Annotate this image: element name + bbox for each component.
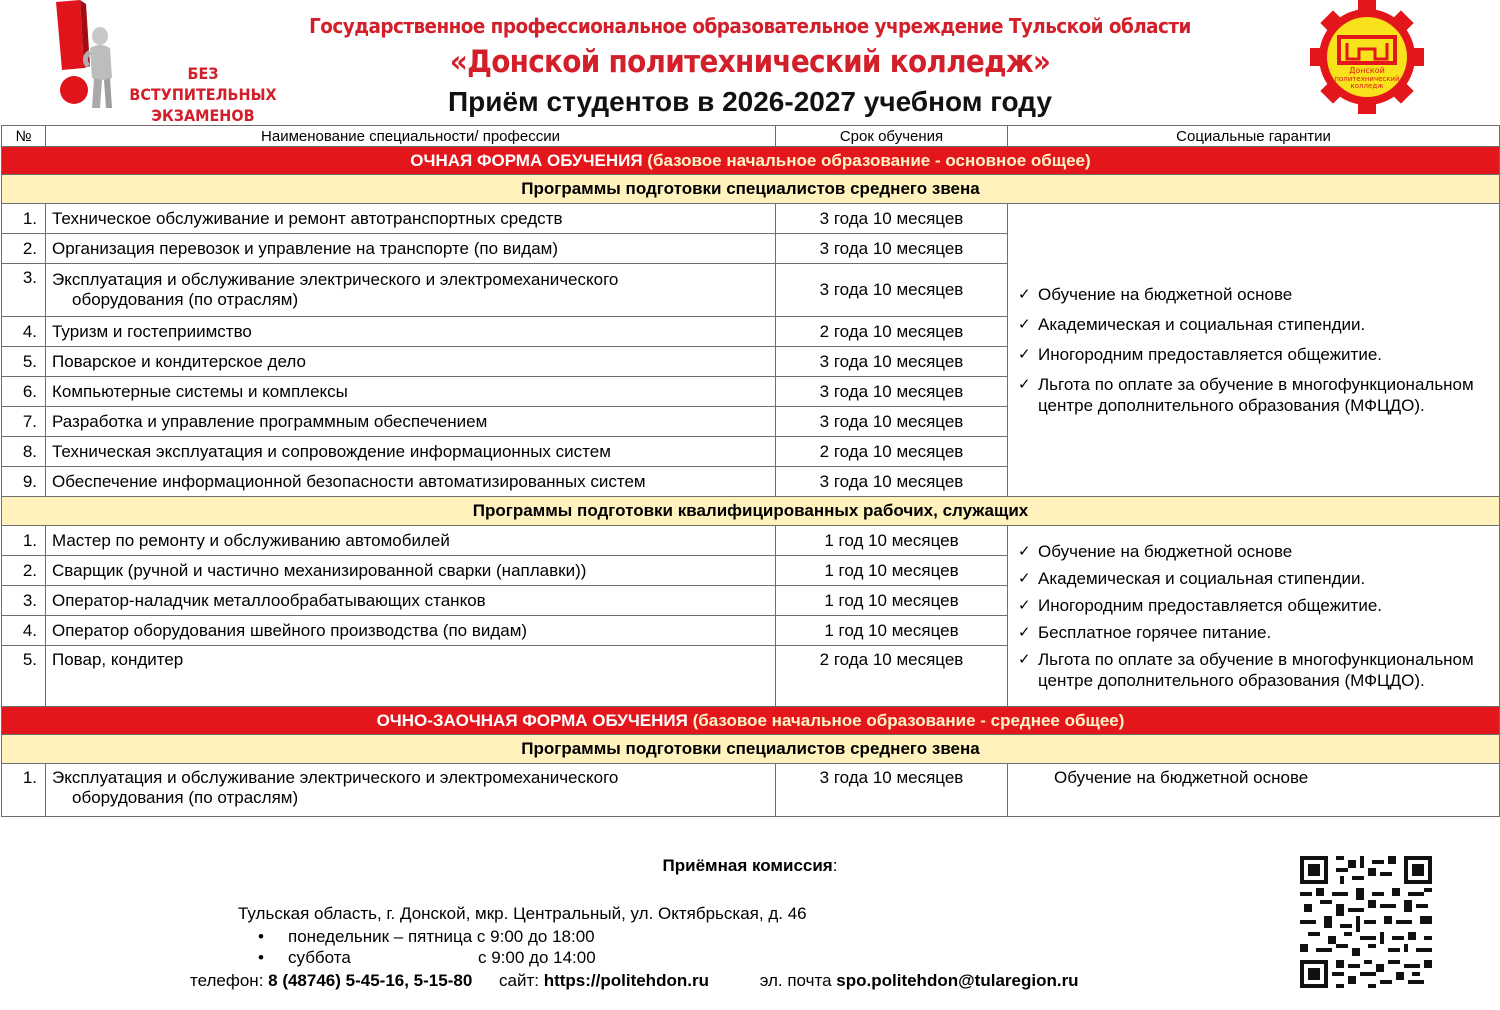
row-num: 2. bbox=[2, 234, 46, 264]
admission-commission-title bbox=[0, 856, 1500, 876]
guarantee-item: ✓ Академическая и социальная стипендии. bbox=[1018, 568, 1493, 589]
full-time-title-main: ОЧНАЯ ФОРМА ОБУЧЕНИЯ bbox=[410, 150, 643, 170]
college-logo-icon bbox=[1305, 0, 1430, 115]
guarantee-item: ✓ Бесплатное горячее питание. bbox=[1018, 622, 1493, 643]
row-duration: 1 год 10 месяцев bbox=[776, 586, 1008, 616]
row-name: Мастер по ремонту и обслуживанию автомобилей bbox=[46, 526, 776, 556]
part-time-section-title bbox=[2, 707, 1500, 735]
bullet: • bbox=[258, 948, 264, 967]
row-name: Техническое обслуживание и ремонт автотранспортных средств bbox=[46, 204, 776, 234]
row-name: Эксплуатация и обслуживание электрического и электромеханического bbox=[52, 768, 619, 787]
guarantee-item: ✓ Академическая и социальная стипендии. bbox=[1018, 314, 1493, 335]
full-time-title-note: (базовое начальное образование - основное общее) bbox=[647, 150, 1091, 170]
phone-label: телефон: bbox=[190, 971, 269, 990]
row-duration: 1 год 10 месяцев bbox=[776, 616, 1008, 646]
row-name: Поварское и кондитерское дело bbox=[46, 347, 776, 377]
row-num: 4. bbox=[2, 317, 46, 347]
row-num: 7. bbox=[2, 407, 46, 437]
row-num: 3. bbox=[2, 586, 46, 616]
col-header-guarantees: Социальные гарантии bbox=[1008, 126, 1500, 147]
guarantee-item: ✓ Обучение на бюджетной основе bbox=[1018, 541, 1493, 562]
hours-weekdays bbox=[258, 927, 595, 947]
row-name: Туризм и гостеприимство bbox=[46, 317, 776, 347]
badge-line-2: ЭКЗАМЕНОВ bbox=[151, 106, 255, 125]
row-name: Техническая эксплуатация и сопровождение информационных систем bbox=[46, 437, 776, 467]
row-name: Организация перевозок и управление на транспорте (по видам) bbox=[46, 234, 776, 264]
row-num: 8. bbox=[2, 437, 46, 467]
col-header-duration: Срок обучения bbox=[776, 126, 1008, 147]
row-duration: 3 года 10 месяцев bbox=[776, 204, 1008, 234]
logo-text-3: колледж bbox=[1350, 82, 1384, 90]
institution-line: Государственное профессиональное образовательное учреждение Тульской области bbox=[309, 14, 1191, 38]
row-duration: 1 год 10 месяцев bbox=[776, 556, 1008, 586]
row-duration: 3 года 10 месяцев bbox=[776, 234, 1008, 264]
row-num: 9. bbox=[2, 467, 46, 497]
row-num: 1. bbox=[2, 764, 46, 817]
commission-title-text: Приёмная комиссия bbox=[662, 856, 833, 875]
guarantee-item: ✓ Льгота по оплате за обучение в многофункциональном центре дополнительного образования (МФЦДО). bbox=[1018, 649, 1493, 691]
row-guarantee: Обучение на бюджетной основе bbox=[1008, 764, 1500, 817]
admission-title: Приём студентов в 2026-2027 учебном году bbox=[448, 86, 1052, 117]
weekdays-text: понедельник – пятница с 9:00 до 18:00 bbox=[288, 927, 595, 946]
row-num: 1. bbox=[2, 204, 46, 234]
row-duration: 3 года 10 месяцев bbox=[776, 347, 1008, 377]
col-header-num: № bbox=[2, 126, 46, 147]
row-duration: 3 года 10 месяцев bbox=[776, 407, 1008, 437]
guarantee-item: ✓ Обучение на бюджетной основе bbox=[1018, 284, 1493, 305]
college-name: «Донской политехнический колледж» bbox=[449, 44, 1051, 80]
part-time-title-main: ОЧНО-ЗАОЧНАЯ ФОРМА ОБУЧЕНИЯ bbox=[376, 710, 688, 730]
admission-table bbox=[1, 125, 1500, 817]
row-num: 1. bbox=[2, 526, 46, 556]
row-name-continued: оборудования (по отраслям) bbox=[72, 788, 299, 807]
row-name: Разработка и управление программным обеспечением bbox=[46, 407, 776, 437]
row-duration: 3 года 10 месяцев bbox=[776, 467, 1008, 497]
guarantee-item: ✓ Иногородним предоставляется общежитие. bbox=[1018, 344, 1493, 365]
row-name: Эксплуатация и обслуживание электрического и электромеханического bbox=[52, 270, 619, 289]
row-name: Оператор оборудования швейного производства (по видам) bbox=[46, 616, 776, 646]
table-header-row bbox=[2, 126, 1500, 147]
table-row bbox=[2, 526, 1500, 556]
row-num: 5. bbox=[2, 347, 46, 377]
workers-subtitle-row bbox=[2, 497, 1500, 526]
saturday-label: суббота bbox=[288, 948, 351, 967]
row-num: 3. bbox=[2, 264, 46, 317]
row-name-cell bbox=[46, 764, 776, 817]
table-row bbox=[2, 764, 1500, 817]
spec-guarantees-list bbox=[1018, 284, 1493, 416]
row-name-continued: оборудования (по отраслям) bbox=[72, 290, 299, 309]
part-time-section-row bbox=[2, 707, 1500, 735]
spec-guarantees-cell bbox=[1008, 204, 1500, 497]
part-time-title-note: (базовое начальное образование - среднее общее) bbox=[692, 710, 1125, 730]
full-time-section-title bbox=[2, 147, 1500, 175]
row-duration: 2 года 10 месяцев bbox=[776, 646, 1008, 707]
email-label: эл. почта bbox=[759, 971, 837, 990]
row-name: Обеспечение информационной безопасности автоматизированных систем bbox=[46, 467, 776, 497]
workers-guarantees-cell bbox=[1008, 526, 1500, 707]
part-time-subtitle: Программы подготовки специалистов среднего звена bbox=[2, 735, 1500, 764]
part-time-subtitle-row bbox=[2, 735, 1500, 764]
spec-subtitle-row bbox=[2, 175, 1500, 204]
row-duration: 2 года 10 месяцев bbox=[776, 317, 1008, 347]
badge-line-1: БЕЗ ВСТУПИТЕЛЬНЫХ bbox=[129, 64, 277, 104]
row-duration: 3 года 10 месяцев bbox=[776, 264, 1008, 317]
row-name-cell bbox=[46, 264, 776, 317]
row-name: Сварщик (ручной и частично механизированной сварки (наплавки)) bbox=[46, 556, 776, 586]
row-duration: 2 года 10 месяцев bbox=[776, 437, 1008, 467]
row-num: 2. bbox=[2, 556, 46, 586]
full-time-section-row bbox=[2, 147, 1500, 175]
col-header-name: Наименование специальности/ профессии bbox=[46, 126, 776, 147]
row-duration: 1 год 10 месяцев bbox=[776, 526, 1008, 556]
spec-subtitle: Программы подготовки специалистов среднего звена bbox=[2, 175, 1500, 204]
saturday-hours: с 9:00 до 14:00 bbox=[478, 948, 596, 967]
guarantee-item: ✓ Иногородним предоставляется общежитие. bbox=[1018, 595, 1493, 616]
row-num: 4. bbox=[2, 616, 46, 646]
site-link[interactable]: https://politehdon.ru bbox=[543, 971, 709, 990]
row-name: Компьютерные системы и комплексы bbox=[46, 377, 776, 407]
logo-text-2: политехнический bbox=[1334, 75, 1400, 83]
row-num: 5. bbox=[2, 646, 46, 707]
workers-subtitle: Программы подготовки квалифицированных рабочих, служащих bbox=[2, 497, 1500, 526]
row-duration: 3 года 10 месяцев bbox=[776, 377, 1008, 407]
contacts-line bbox=[190, 971, 1079, 991]
workers-guarantees-list bbox=[1018, 541, 1493, 691]
hours-saturday bbox=[258, 948, 596, 968]
table-row bbox=[2, 204, 1500, 234]
commission-colon: : bbox=[832, 856, 838, 875]
email-link[interactable]: spo.politehdon@tularegion.ru bbox=[836, 971, 1079, 990]
logo-text-1: Донской bbox=[1349, 66, 1385, 75]
bullet: • bbox=[258, 927, 264, 946]
commission-address: Тульская область, г. Донской, мкр. Центральный, ул. Октябрьская, д. 46 bbox=[238, 904, 807, 923]
row-name: Повар, кондитер bbox=[46, 646, 776, 707]
phone-number[interactable]: 8 (48746) 5-45-16, 5-15-80 bbox=[268, 971, 473, 990]
row-duration: 3 года 10 месяцев bbox=[776, 764, 1008, 817]
guarantee-item: ✓ Льгота по оплате за обучение в многофункциональном центре дополнительного образования (МФЦДО). bbox=[1018, 374, 1493, 416]
site-label: сайт: bbox=[499, 971, 544, 990]
qr-code-icon[interactable] bbox=[1300, 856, 1432, 988]
row-name: Оператор-наладчик металлообрабатывающих станков bbox=[46, 586, 776, 616]
row-num: 6. bbox=[2, 377, 46, 407]
